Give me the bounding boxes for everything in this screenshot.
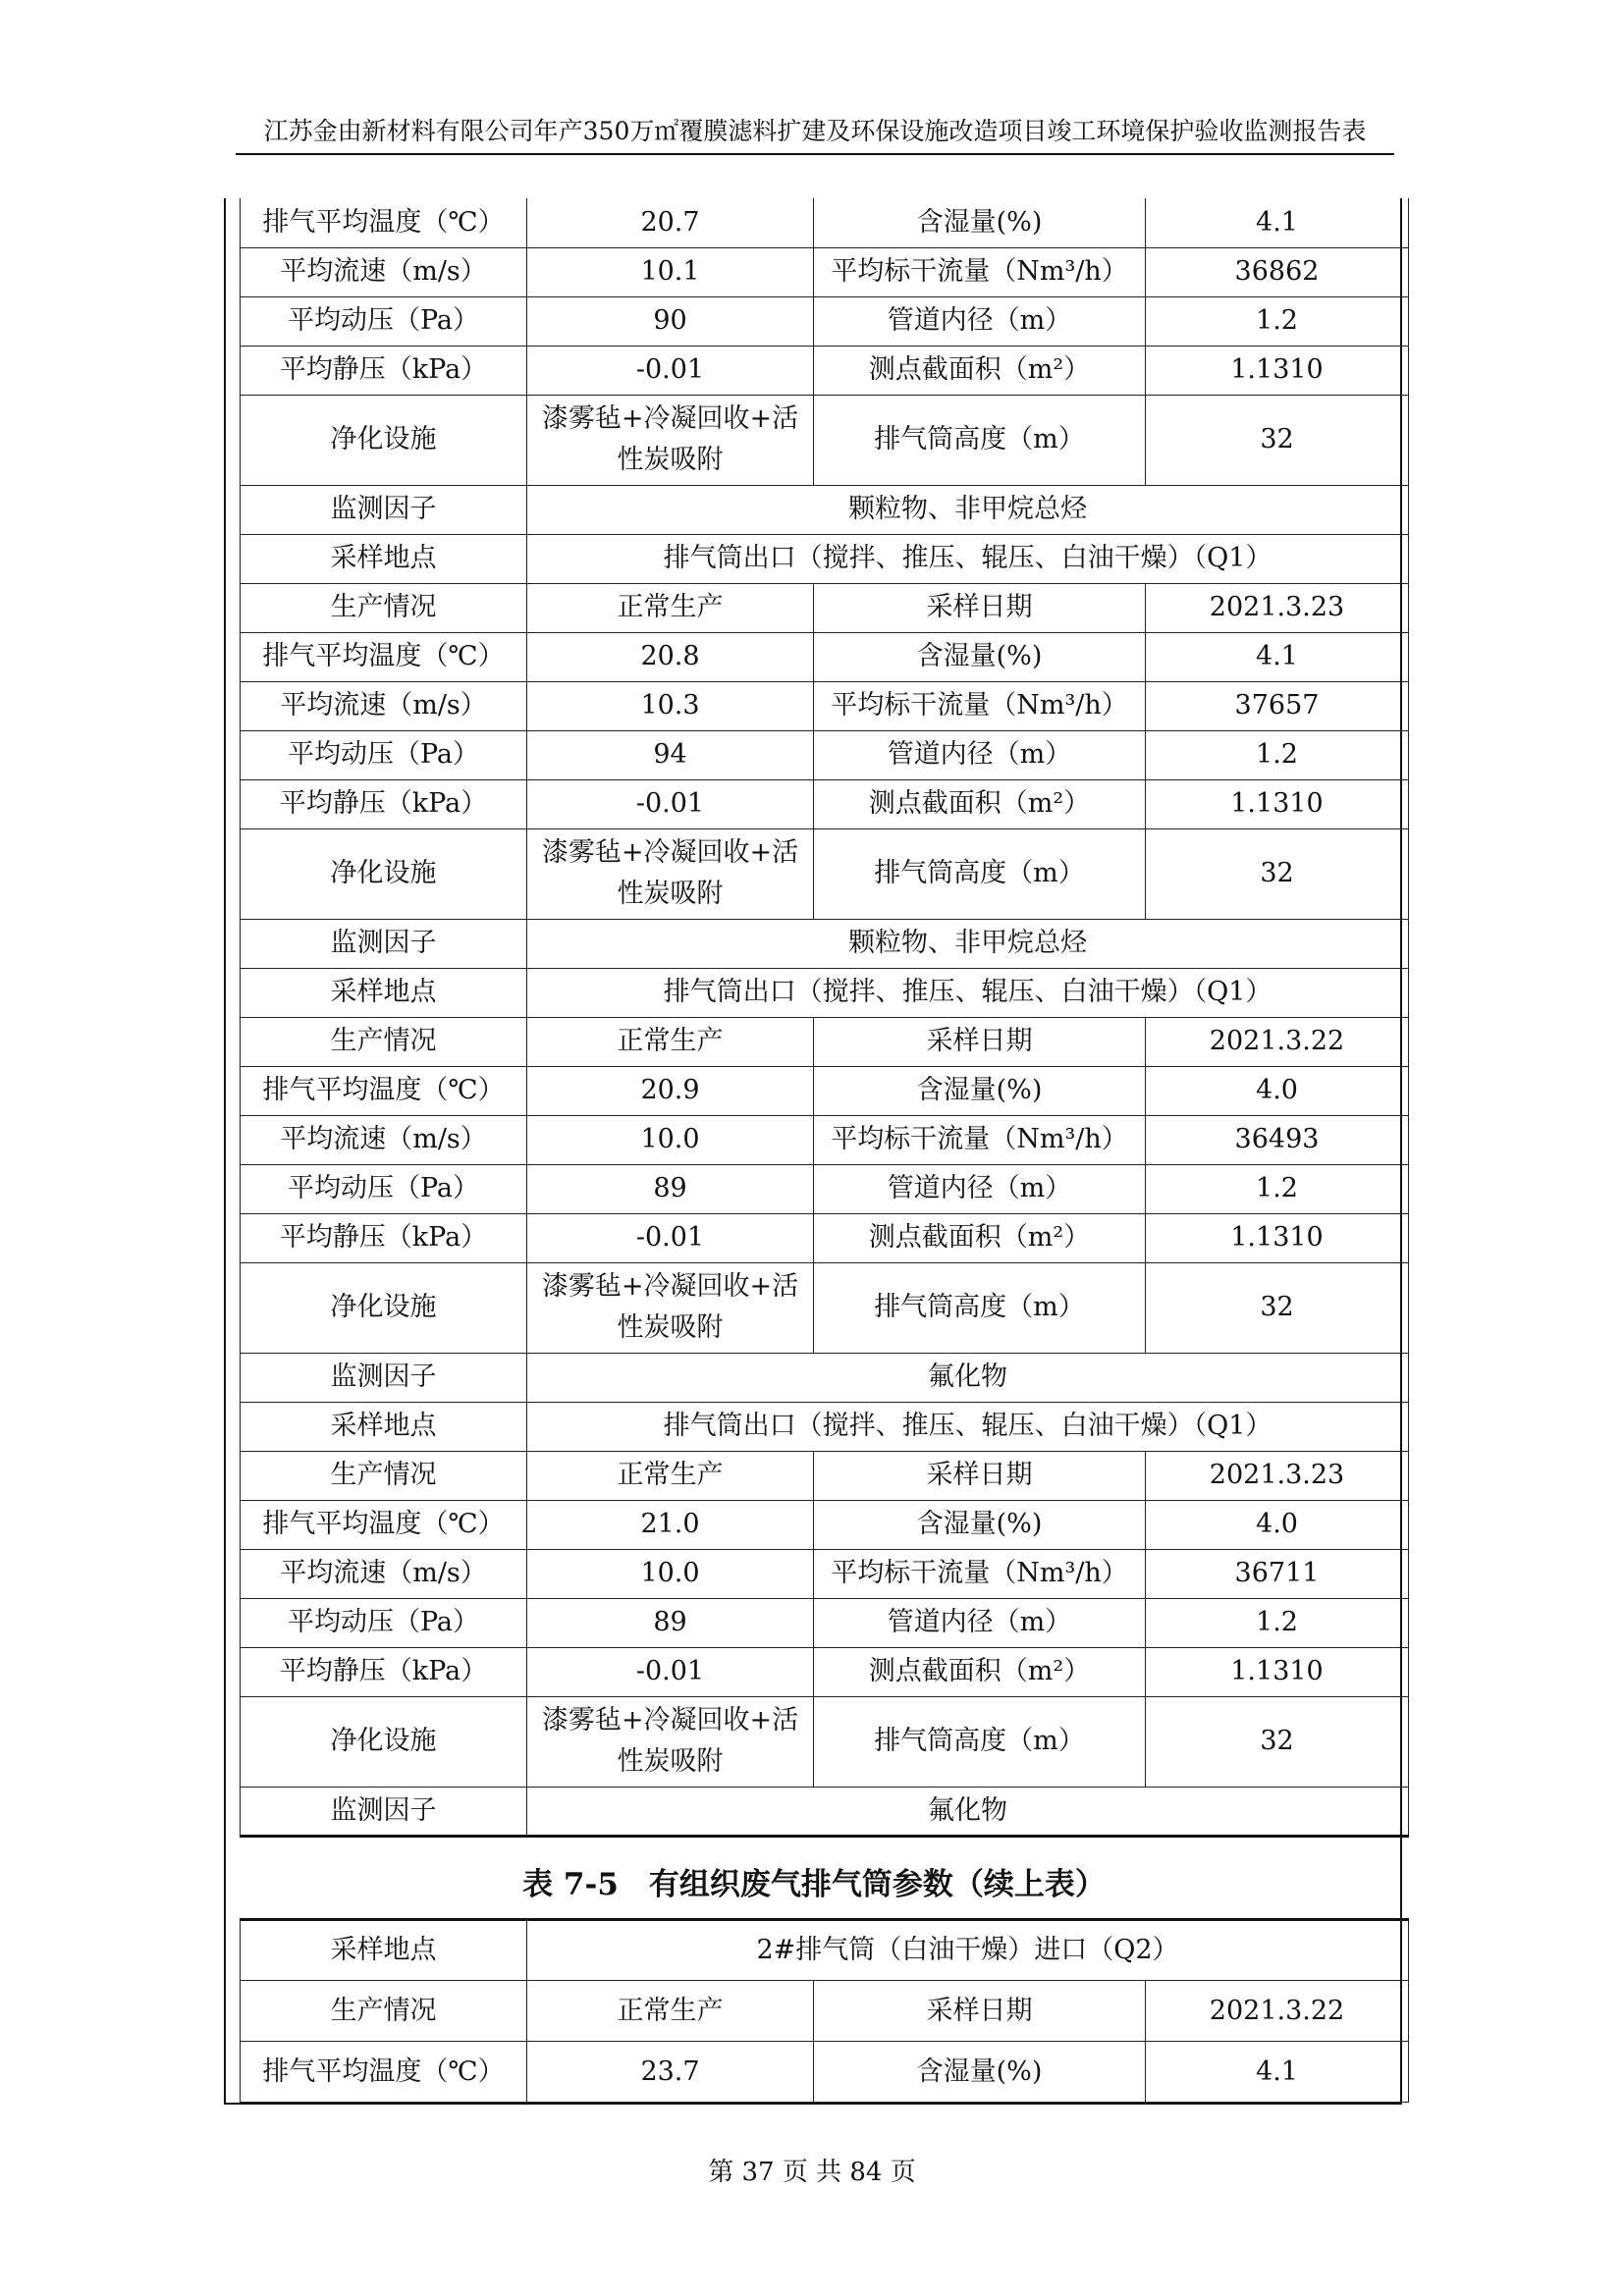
factor-label: 监测因子	[241, 1353, 527, 1402]
moisture-label: 含湿量(%)	[814, 1500, 1146, 1549]
stack-height-label: 排气筒高度（m）	[814, 395, 1146, 485]
area-label: 测点截面积（m²）	[814, 779, 1146, 828]
table-row	[241, 1164, 1409, 1213]
table-row	[241, 1647, 1409, 1696]
page-number: 第 37 页 共 84 页	[708, 2158, 916, 2187]
velocity-value: 10.3	[527, 681, 814, 730]
stack-height-value: 32	[1146, 1696, 1409, 1787]
production-value: 正常生产	[527, 1981, 814, 2042]
diameter-value: 1.2	[1146, 1598, 1409, 1647]
sample-date-value: 2021.3.23	[1146, 1451, 1409, 1500]
sample-date-label: 采样日期	[814, 1451, 1146, 1500]
table-row	[241, 1500, 1409, 1549]
temp-value: 21.0	[527, 1500, 814, 1549]
table-row	[241, 632, 1409, 681]
temp-label: 排气平均温度（℃）	[241, 1066, 527, 1115]
location-label: 采样地点	[241, 1402, 527, 1451]
table-row	[241, 1353, 1409, 1402]
sample-date-value: 2021.3.22	[1146, 1981, 1409, 2042]
velocity-value: 10.1	[527, 247, 814, 296]
table-row	[241, 681, 1409, 730]
moisture-label: 含湿量(%)	[814, 2042, 1146, 2103]
table-row	[241, 247, 1409, 296]
diameter-label: 管道内径（m）	[814, 730, 1146, 779]
factor-label: 监测因子	[241, 919, 527, 968]
production-label: 生产情况	[241, 1981, 527, 2042]
table-row	[241, 485, 1409, 534]
facility-value	[527, 828, 814, 919]
velocity-label: 平均流速（m/s）	[241, 1549, 527, 1598]
flow-label: 平均标干流量（Nm³/h）	[814, 247, 1146, 296]
dyn-pressure-value: 94	[527, 730, 814, 779]
location-label: 采样地点	[241, 534, 527, 583]
stack-height-label: 排气筒高度（m）	[814, 828, 1146, 919]
production-label: 生产情况	[241, 1017, 527, 1066]
diameter-value: 1.2	[1146, 296, 1409, 346]
facility-value	[527, 1696, 814, 1787]
table-row	[241, 296, 1409, 346]
table-row	[241, 1549, 1409, 1598]
flow-value: 36711	[1146, 1549, 1409, 1598]
dyn-pressure-label: 平均动压（Pa）	[241, 1164, 527, 1213]
table-row	[241, 1920, 1409, 1981]
static-pressure-value: -0.01	[527, 1647, 814, 1696]
moisture-label: 含湿量(%)	[814, 632, 1146, 681]
diameter-label: 管道内径（m）	[814, 1164, 1146, 1213]
moisture-value: 4.0	[1146, 1500, 1409, 1549]
production-value: 正常生产	[527, 1451, 814, 1500]
temp-label: 排气平均温度（℃）	[241, 2042, 527, 2103]
table-row	[241, 1981, 1409, 2042]
diameter-label: 管道内径（m）	[814, 1598, 1146, 1647]
facility-line: 性炭吸附	[617, 879, 724, 909]
table-row	[241, 968, 1409, 1017]
location-label: 采样地点	[241, 1920, 527, 1981]
static-pressure-value: -0.01	[527, 1213, 814, 1262]
table-row	[241, 779, 1409, 828]
table-row	[241, 1451, 1409, 1500]
moisture-value: 4.1	[1146, 198, 1409, 247]
static-pressure-label: 平均静压（kPa）	[241, 1647, 527, 1696]
facility-line: 漆雾毡+冷凝回收+活	[541, 1705, 799, 1735]
factor-label: 监测因子	[241, 1787, 527, 1836]
stack-parameters-continued-table	[240, 1918, 1409, 2103]
area-value: 1.1310	[1146, 779, 1409, 828]
location-value: 排气筒出口（搅拌、推压、辊压、白油干燥）（Q1）	[527, 968, 1409, 1017]
facility-value	[527, 1262, 814, 1353]
stack-parameters-table	[240, 198, 1409, 1838]
table-row	[241, 1402, 1409, 1451]
static-pressure-label: 平均静压（kPa）	[241, 779, 527, 828]
factor-value: 氟化物	[527, 1787, 1409, 1836]
velocity-value: 10.0	[527, 1549, 814, 1598]
table-row	[241, 395, 1409, 485]
table-row	[241, 1598, 1409, 1647]
production-value: 正常生产	[527, 1017, 814, 1066]
location-label: 采样地点	[241, 968, 527, 1017]
table-row	[241, 2042, 1409, 2103]
table-row	[241, 1066, 1409, 1115]
temp-label: 排气平均温度（℃）	[241, 198, 527, 247]
area-label: 测点截面积（m²）	[814, 1213, 1146, 1262]
area-label: 测点截面积（m²）	[814, 1647, 1146, 1696]
location-value: 2#排气筒（白油干燥）进口（Q2）	[527, 1920, 1409, 1981]
sample-date-value: 2021.3.22	[1146, 1017, 1409, 1066]
header-divider	[236, 153, 1394, 155]
temp-value: 23.7	[527, 2042, 814, 2103]
area-label: 测点截面积（m²）	[814, 346, 1146, 395]
sample-date-label: 采样日期	[814, 583, 1146, 632]
facility-line: 漆雾毡+冷凝回收+活	[541, 837, 799, 868]
stack-height-label: 排气筒高度（m）	[814, 1696, 1146, 1787]
dyn-pressure-label: 平均动压（Pa）	[241, 730, 527, 779]
sample-date-label: 采样日期	[814, 1017, 1146, 1066]
area-value: 1.1310	[1146, 1647, 1409, 1696]
location-value: 排气筒出口（搅拌、推压、辊压、白油干燥）（Q1）	[527, 1402, 1409, 1451]
moisture-value: 4.0	[1146, 1066, 1409, 1115]
stack-height-value: 32	[1146, 1262, 1409, 1353]
velocity-value: 10.0	[527, 1115, 814, 1164]
moisture-label: 含湿量(%)	[814, 198, 1146, 247]
table-row	[241, 583, 1409, 632]
temp-label: 排气平均温度（℃）	[241, 1500, 527, 1549]
temp-value: 20.7	[527, 198, 814, 247]
factor-value: 氟化物	[527, 1353, 1409, 1402]
velocity-label: 平均流速（m/s）	[241, 1115, 527, 1164]
velocity-label: 平均流速（m/s）	[241, 681, 527, 730]
table-row	[241, 1787, 1409, 1836]
static-pressure-label: 平均静压（kPa）	[241, 1213, 527, 1262]
area-value: 1.1310	[1146, 346, 1409, 395]
factor-label: 监测因子	[241, 485, 527, 534]
area-value: 1.1310	[1146, 1213, 1409, 1262]
table-row	[241, 919, 1409, 968]
table-row	[241, 730, 1409, 779]
table-row	[241, 1262, 1409, 1353]
temp-value: 20.8	[527, 632, 814, 681]
facility-label: 净化设施	[241, 395, 527, 485]
dyn-pressure-value: 89	[527, 1164, 814, 1213]
table-row	[241, 828, 1409, 919]
temp-value: 20.9	[527, 1066, 814, 1115]
static-pressure-value: -0.01	[527, 346, 814, 395]
diameter-value: 1.2	[1146, 1164, 1409, 1213]
moisture-label: 含湿量(%)	[814, 1066, 1146, 1115]
factor-value: 颗粒物、非甲烷总烃	[527, 919, 1409, 968]
stack-height-value: 32	[1146, 395, 1409, 485]
facility-value	[527, 395, 814, 485]
flow-value: 37657	[1146, 681, 1409, 730]
dyn-pressure-value: 89	[527, 1598, 814, 1647]
flow-label: 平均标干流量（Nm³/h）	[814, 1549, 1146, 1598]
flow-value: 36493	[1146, 1115, 1409, 1164]
sample-date-label: 采样日期	[814, 1981, 1146, 2042]
table-row	[241, 534, 1409, 583]
dyn-pressure-label: 平均动压（Pa）	[241, 1598, 527, 1647]
stack-height-label: 排气筒高度（m）	[814, 1262, 1146, 1353]
table-row	[241, 1017, 1409, 1066]
table-caption: 表 7-5 有组织废气排气筒参数（续上表）	[522, 1867, 1106, 1902]
production-value: 正常生产	[527, 583, 814, 632]
dyn-pressure-label: 平均动压（Pa）	[241, 296, 527, 346]
temp-label: 排气平均温度（℃）	[241, 632, 527, 681]
velocity-label: 平均流速（m/s）	[241, 247, 527, 296]
facility-label: 净化设施	[241, 828, 527, 919]
flow-value: 36862	[1146, 247, 1409, 296]
dyn-pressure-value: 90	[527, 296, 814, 346]
diameter-value: 1.2	[1146, 730, 1409, 779]
stack-height-value: 32	[1146, 828, 1409, 919]
table-row	[241, 346, 1409, 395]
production-label: 生产情况	[241, 1451, 527, 1500]
flow-label: 平均标干流量（Nm³/h）	[814, 1115, 1146, 1164]
flow-label: 平均标干流量（Nm³/h）	[814, 681, 1146, 730]
facility-line: 性炭吸附	[617, 445, 724, 475]
static-pressure-label: 平均静压（kPa）	[241, 346, 527, 395]
facility-line: 性炭吸附	[617, 1312, 724, 1343]
table-row	[241, 198, 1409, 247]
location-value: 排气筒出口（搅拌、推压、辊压、白油干燥）（Q1）	[527, 534, 1409, 583]
moisture-value: 4.1	[1146, 632, 1409, 681]
report-header: 江苏金由新材料有限公司年产350万㎡覆膜滤料扩建及环保设施改造项目竣工环境保护验收监测报告表	[263, 117, 1367, 145]
facility-line: 性炭吸附	[617, 1746, 724, 1777]
diameter-label: 管道内径（m）	[814, 296, 1146, 346]
facility-label: 净化设施	[241, 1262, 527, 1353]
facility-line: 漆雾毡+冷凝回收+活	[541, 1271, 799, 1302]
factor-value: 颗粒物、非甲烷总烃	[527, 485, 1409, 534]
sample-date-value: 2021.3.23	[1146, 583, 1409, 632]
facility-label: 净化设施	[241, 1696, 527, 1787]
moisture-value: 4.1	[1146, 2042, 1409, 2103]
production-label: 生产情况	[241, 583, 527, 632]
facility-line: 漆雾毡+冷凝回收+活	[541, 403, 799, 434]
table-row	[241, 1115, 1409, 1164]
table-row	[241, 1696, 1409, 1787]
table-row	[241, 1213, 1409, 1262]
static-pressure-value: -0.01	[527, 779, 814, 828]
